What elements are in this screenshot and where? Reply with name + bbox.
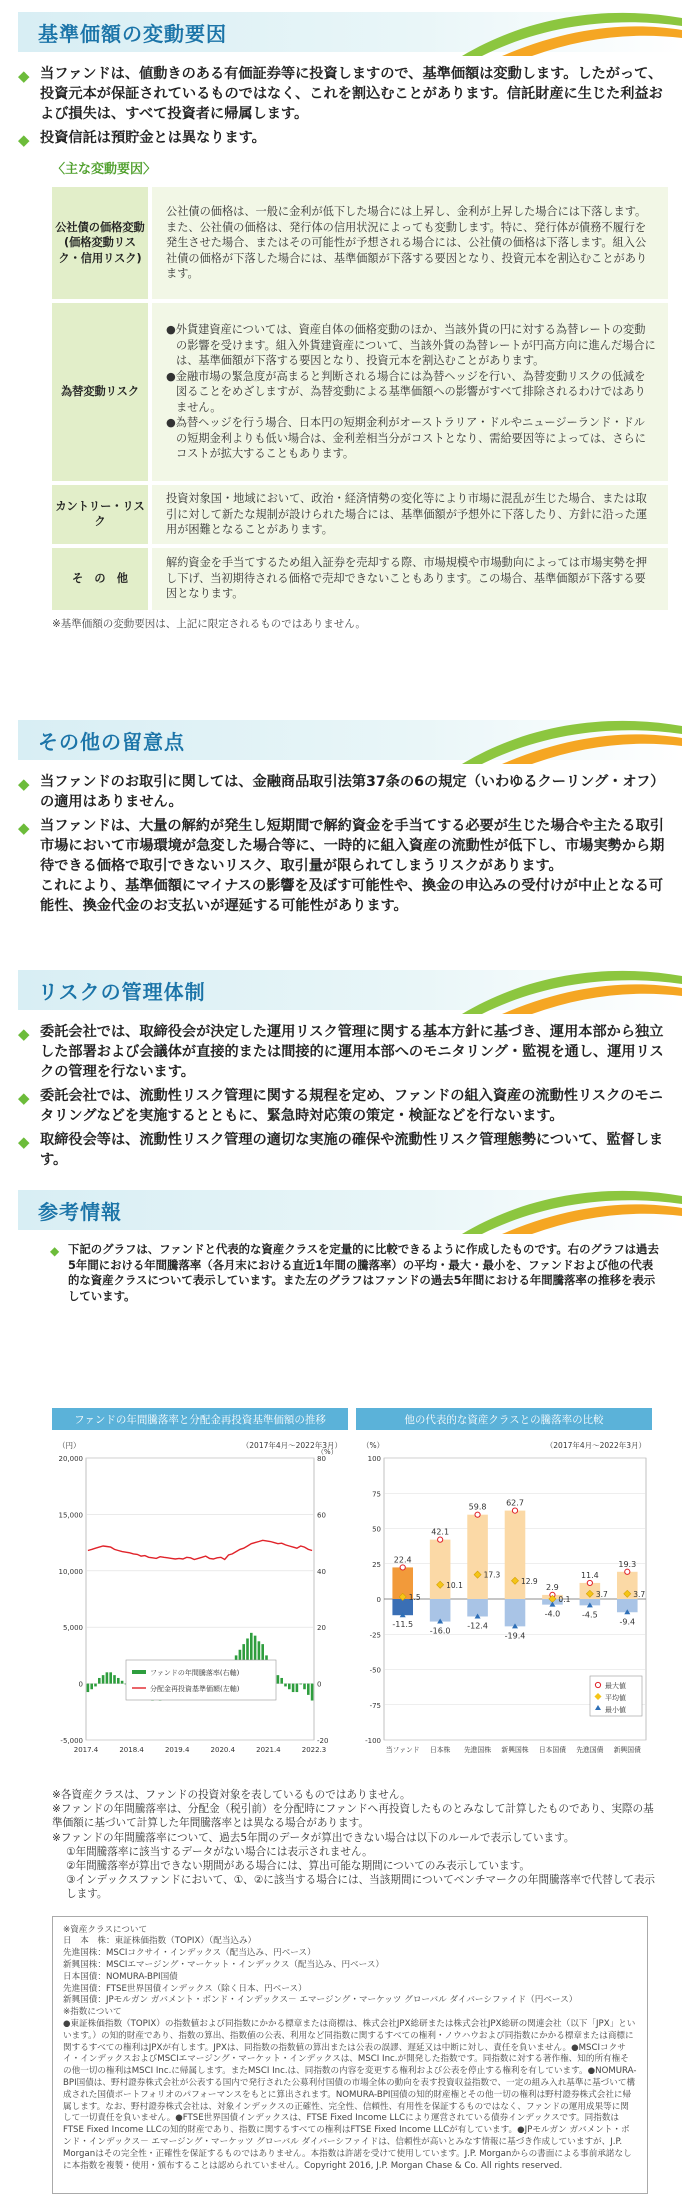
tick-label: -20 [317,1737,329,1745]
data-label: 2.9 [546,1582,559,1592]
category-label: 日本国債 [538,1746,567,1754]
data-label: 62.7 [506,1498,524,1508]
data-label: 12.9 [521,1576,538,1586]
section-other-notes [0,712,700,920]
category-label: 先進国株 [463,1746,492,1754]
bar [109,1672,112,1683]
legend-label: 最小値 [605,1706,626,1714]
bullet-item: ◆ 委託会社では、取締役会が決定した運用リスク管理に関する基本方針に基づき、運用本部から独立した部署および会議体が直接的または間接的に運用本部へのモニタリング・監視を通し、運用リスクの管理を行ないます。 [18,1024,664,1080]
chart-note: ②年間騰落率が算出できない期間がある場合には、算出可能な期間についてのみ表示しています。 [66,1860,530,1873]
bar [121,1681,124,1684]
asset-class-comparison-chart [356,1408,652,1776]
legend-swatch [595,1682,600,1687]
swoosh-decoration [422,712,682,764]
source-line: ※指数について [63,2007,122,2018]
data-label: 59.8 [468,1502,487,1512]
risk-desc: ●外貨建資産については、資産自体の価格変動のほか、当該外貨の円に対する為替レートの変動の影響を受けます。組入外貨建資産について、当該外貨の為替レートが円高方向に進んだ場合には、基準価額が下落する要因となり、投資元本を割込むことがあります。 ●金融市場の緊急度が高まると判断される場合には為替ヘッジを行い、為替変動リスクの低減を図ることをめざしますが、為替変動による基準価額への影響がすべて排除されるわけではありません。 ●為替ヘッジを行う場合、日本円の短期金利がオーストラリア・ドルやニュージーランド・ドルの短期金利よりも低い場合は、金利差相当分がコストとなり、需給要因等によっては、さらにコストが拡大することもあります。 [148,303,668,481]
category-label: 新興国債 [613,1746,641,1754]
max-marker [475,1512,480,1517]
diamond-icon: ◆ [18,819,30,837]
bullet-item: ◆ 投資信託は預貯金とは異なります。 [18,130,266,149]
tick-label: 2017.4 [73,1746,99,1754]
category-label: 日本株 [429,1746,451,1754]
data-label: -11.5 [392,1620,414,1630]
data-label: 17.3 [483,1570,501,1580]
tick-label: 0 [78,1680,83,1689]
diamond-icon: ◆ [18,1089,30,1107]
tick-label: -100 [365,1737,381,1745]
swoosh-decoration [422,4,682,56]
bar [113,1675,116,1683]
source-line: 日本国債：NOMURA-BPI国債 [63,1971,178,1982]
source-line: 新興国債：JPモルガン ガバメント・ボンド・インデックス－ エマージング・マーケッツ グローバル ダイバーシファイド（円ベース） [63,1995,578,2006]
table-row [52,485,668,544]
note: ※基準価額の変動要因は、上記に限定されるものではありません。 [52,617,366,630]
bar [106,1672,109,1683]
bullet-item: ◆ 当ファンドは、大量の解約が発生し短期間で解約資金を手当てする必要が生じた場合や主たる取引市場において市場環境が急変した場合等に、一時的に組入資産の流動性が低下し、市場実勢から期待できる価格で取引できないリスク、取引量が限られてしまうリスクがあります。 これにより、基準価額にマイナスの影響を及ぼす可能性や、換金の申込みの受付けが中止となる可能性、換金代金のお支払いが遅延する可能性があります。 [18,818,665,914]
legend-box [126,1660,276,1700]
bar [117,1678,120,1684]
max-marker [400,1565,405,1570]
chart-period: （2017年4月～2022年3月） [241,1441,342,1450]
axis-unit: （%） [317,1448,338,1456]
source-line: 新興国株：MSCIエマージング・マーケット・インデックス（配当込み、円ベース） [63,1960,385,1971]
bar [87,1684,90,1692]
data-label: 11.4 [580,1570,599,1580]
bar [90,1684,93,1690]
risk-table [52,183,668,614]
section-header [18,12,682,52]
chart-title: ファンドの年間騰落率と分配金再投資基準価額の推移 [74,1414,326,1426]
tick-label: -25 [369,1631,381,1640]
chart-period: （2017年4月～2022年3月） [545,1441,646,1450]
tick-label: 15,000 [58,1511,83,1520]
data-label: 0.1 [558,1594,571,1604]
source-line: 先進国債：FTSE世界国債インデックス（除く日本、円ベース） [63,1983,307,1994]
chart-note: ※ファンドの年間騰落率について、過去5年間のデータが算出できない場合は以下のルールで表示しています。 [52,1831,575,1844]
sources-box [52,1916,648,2194]
category-label: 先進国債 [576,1746,604,1754]
tick-label: 50 [372,1525,381,1534]
tick-label: 40 [317,1567,326,1576]
tick-label: -50 [369,1666,381,1675]
data-label: -4.5 [582,1610,598,1620]
section-title: 参考情報 [38,1200,122,1224]
table-row [52,548,668,610]
bullet-item: ◆ 下記のグラフは、ファンドと代表的な資産クラスを定量的に比較できるように作成したものです。右のグラフは過去5年間における年間騰落率（各月末における直近1年間の騰落率）の平均・最大・最小を、ファンドおよび他の代表的な資産クラスについて表示しています。また左のグラフはファンドの過去5年間における年間騰落率の推移を表示しています。 [50,1242,659,1303]
section-risk-management [0,962,700,1174]
section-title: リスクの管理体制 [38,980,206,1004]
max-marker [625,1569,630,1574]
risk-name: そ の 他 [52,548,148,610]
max-marker [438,1537,443,1542]
legend-label: 分配金再投資基準価額(左軸) [150,1685,240,1693]
reference-notes [0,1780,700,2194]
nav-line [88,1540,312,1559]
bullet-item: ◆ 当ファンドのお取引に関しては、金融商品取引法第37条の6の規定（いわゆるクーリング・オフ）の適用はありません。 [18,774,665,810]
axis-unit: （円） [58,1441,81,1450]
tick-label: 20,000 [58,1455,83,1463]
chart-note: ※各資産クラスは、ファンドの投資対象を表しているものではありません。 [52,1789,411,1801]
chart-title: 他の代表的な資産クラスとの騰落率の比較 [404,1414,604,1426]
bar [98,1678,101,1684]
risk-desc: 公社債の価格は、一般に金利が低下した場合には上昇し、金利が上昇した場合には下落します。また、公社債の価格は、発行体の信用状況によっても変動します。特に、発行体が債務不履行を発生させた場合、またはその可能性が予想される場合には、公社債の価格は下落します。組入公社債の価格が下落した場合には、基準価額が下落する要因となり、投資元本を割込むことがあります。 [148,187,668,299]
table-row [52,303,668,481]
subsection-label: 〈主な変動要因〉 [52,162,157,177]
source-line: ※資産クラスについて [63,1924,148,1935]
tick-label: 2020.4 [210,1746,236,1754]
max-marker [512,1508,517,1513]
chart-note: ※ファンドの年間騰落率は、分配金（税引前）を分配時にファンドへ再投資したものとみなして計算したものであり、実際の基準価額に基づいて計算した年間騰落率とは異なる場合があります。 [52,1803,654,1830]
diamond-icon: ◆ [18,1025,30,1043]
section-fluctuation [0,0,700,631]
data-label: 22.4 [393,1555,412,1565]
tick-label: 2021.4 [256,1746,281,1754]
section-header [18,970,682,1010]
data-label: 3.7 [633,1589,646,1599]
bar [292,1684,295,1692]
tick-label: 5,000 [62,1624,83,1633]
tick-label: 75 [372,1490,381,1499]
max-bar [430,1540,451,1599]
data-label: -9.4 [619,1617,636,1627]
diamond-icon: ◆ [18,67,30,85]
table-row [52,187,668,299]
charts-area [52,1408,652,1776]
category-label: 新興国株 [501,1746,529,1754]
tick-label: 2018.4 [119,1746,144,1754]
section-reference [0,1182,700,1308]
tick-label: 0 [317,1680,322,1689]
data-label: 42.1 [431,1527,450,1537]
swoosh-decoration [422,962,682,1014]
data-label: 1.5 [408,1592,421,1602]
tick-label: 10,000 [58,1567,83,1576]
bullet-item: ◆ 委託会社では、流動性リスク管理に関する規程を定め、ファンドの組入資産の流動性リスクのモニタリングなどを実施するとともに、緊急時対応策の策定・検証などを行ないます。 [18,1088,663,1124]
bar [296,1684,299,1692]
chart-note: ①年間騰落率に該当するデータがない場合には表示されません。 [66,1845,373,1858]
tick-label: -75 [369,1701,381,1710]
bar [284,1684,287,1687]
bar [303,1684,306,1690]
risk-name: カントリー・リスク [52,485,148,544]
source-line: 日 本 株：東証株価指数（TOPIX）（配当込み） [63,1936,257,1947]
tick-label: 80 [317,1455,326,1463]
data-label: -12.4 [467,1621,488,1631]
bar [277,1675,280,1683]
data-label: 19.3 [618,1559,637,1569]
risk-desc: 投資対象国・地域において、政治・経済情勢の変化等により市場に混乱が生じた場合、または取引に対して新たな規制が設けられた場合には、基準価額が予想外に下落したり、方針に沿った運用が困難となることがあります。 [148,485,668,544]
tick-label: 2019.4 [164,1746,190,1754]
tick-label: 60 [317,1511,326,1520]
section-title: その他の留意点 [38,730,185,754]
legend-label: 平均値 [605,1694,626,1702]
diamond-icon: ◆ [18,131,30,149]
legend-label: 最大値 [605,1682,626,1690]
min-bar [430,1599,451,1622]
diamond-icon: ◆ [18,1133,30,1151]
max-bar [467,1515,488,1599]
fund-return-chart [52,1408,348,1776]
tick-label: -5,000 [60,1737,83,1745]
bar [288,1684,291,1690]
section-title: 基準価額の変動要因 [38,22,227,46]
legend-swatch [132,1670,146,1674]
chart-notes [52,1788,660,1902]
bar [94,1684,97,1687]
data-label: -16.0 [429,1626,451,1636]
min-bar [505,1599,526,1626]
bar [311,1684,314,1701]
risk-name: 為替変動リスク [52,303,148,481]
legend-label: ファンドの年間騰落率(右軸) [150,1669,240,1677]
data-label: 10.1 [446,1580,463,1590]
data-label: 3.7 [595,1589,608,1599]
tick-label: 20 [317,1624,326,1633]
bar [102,1675,105,1683]
risk-desc: 解約資金を手当てするため組入証券を売却する際、市場規模や市場動向によっては市場実勢を押し下げ、当初期待される価格で売却できないこともあります。この場合、基準価額が下落する要因となります。 [148,548,668,610]
max-marker [587,1580,592,1585]
bar [280,1678,283,1684]
source-line: ●東証株価指数（TOPIX）の指数値および同指数にかかる標章または商標は、株式会社JPX総研または株式会社JPX総研の関連会社（以下「JPX」といいます。）の知的財産であり、指数の算出、指数値の公表、利用など同指数に関するすべての権利・ノウハウおよび同指数にかかる標章または商標に関するすべての権利はJPXが有します。JPXは、同指数の指数値の算出または公表の誤謬、遅延又は中断に対し、責任を負いません。●MSCIコクサイ・インデックスおよびMSCIエマージング・マーケット・インデックスは、MSCI Inc.が開発した指数です。同指数に対する著作権、知的所有権その他一切の権利はMSCI Inc.に帰属します。またMSCI Inc.は、同指数の内容を変更する権利および公表を停止する権利を有しています。●NOMURA-BPI国債は、野村證券株式会社が公表する国内で発行された公募利付国債の市場全体の動向を表す投資収益指数で、一定の組み入れ基準に基づいて構成された国債ポートフォリオのパフォーマンスをもとに算出されます。NOMURA-BPI国債の知的財産権とその他一切の権利は野村證券株式会社に帰属します。なお、野村證券株式会社は、対象インデックスの正確性、完全性、信頼性、有用性を保証するものではなく、ファンドの運用成果等に関して一切責任を負いません。●FTSE世界国債インデックスは、FTSE Fixed Income LLCにより運営されている債券インデックスです。同指数はFTSE Fixed Income LLCの知的財産であり、指数に関するすべての権利はFTSE Fixed Income LLCが有しています。●JPモルガン ガバメント・ボンド・インデックス－ エマージング・マーケッツ グローバル ダイバーシファイドは、信頼性が高いとみなす情報に基づき作成していますが、J.P. Morganはその完全性・正確性を保証するものではありません。本指数は許諾を受けて使用しています。J.P. Morganからの書面による事前承諾なしに本指数を複製・使用・頒布することは認められていません。Copyright 2016, J.P. Morgan Chase & Co. All rights reserved. [63,2019,637,2171]
data-label: -19.4 [504,1631,526,1641]
tick-label: 2022.3 [301,1746,327,1754]
tick-label: 100 [367,1455,381,1463]
category-label: 当ファンド [385,1746,420,1754]
data-label: -4.0 [544,1609,561,1619]
tick-label: 0 [376,1596,381,1604]
bar [299,1684,302,1685]
source-line: 先進国株：MSCIコクサイ・インデックス（配当込み、円ベース） [63,1948,316,1959]
section-header [18,720,682,760]
axis-unit: （%） [362,1441,385,1450]
bullet-item: ◆ 取締役会等は、流動性リスク管理の適切な実施の確保や流動性リスク管理態勢について、監督します。 [18,1132,664,1168]
diamond-icon: ◆ [50,1244,60,1258]
tick-label: 25 [372,1560,381,1569]
bar [307,1684,310,1695]
section-header [18,1190,682,1230]
risk-name: 公社債の価格変動 (価格変動リスク・信用リスク) [52,187,148,299]
bullet-item: ◆ 当ファンドは、値動きのある有価証券等に投資しますので、基準価額は変動します。したがって、投資元本が保証されているものではなく、これを割込むことがあります。信託財産に生じた利益および損失は、すべて投資者に帰属します。 [18,66,663,122]
diamond-icon: ◆ [18,775,30,793]
swoosh-decoration [422,1182,682,1234]
chart-note: ③インデックスファンドにおいて、①、②に該当する場合には、当該期間についてベンチマークの年間騰落率で代替して表示します。 [66,1874,656,1901]
